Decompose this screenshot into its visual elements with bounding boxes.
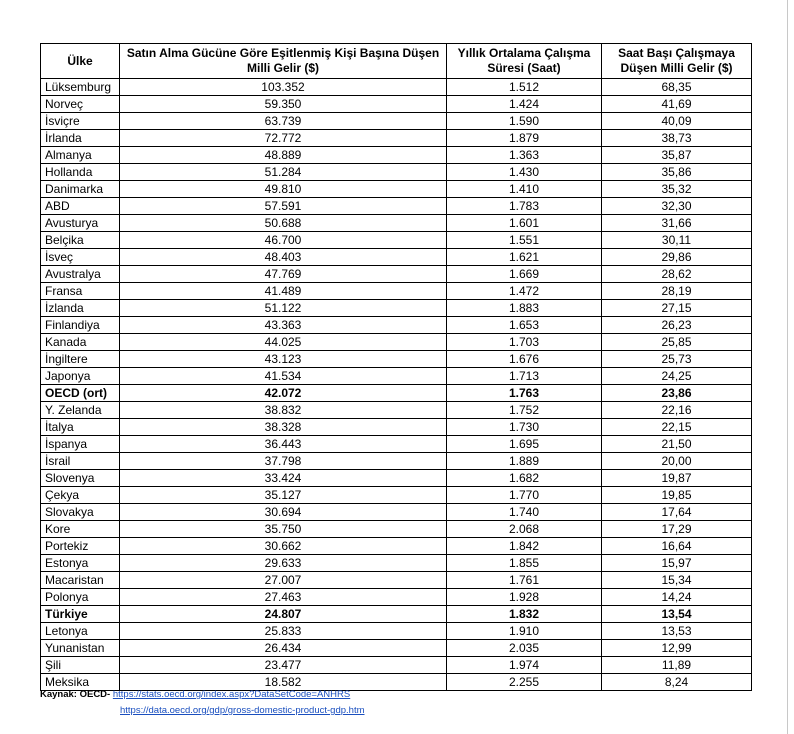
cell-hours: 1.752 bbox=[447, 402, 602, 419]
table-row bbox=[41, 334, 752, 351]
cell-gdp: 35.127 bbox=[120, 487, 447, 504]
table-row bbox=[41, 504, 752, 521]
cell-country: İtalya bbox=[41, 419, 120, 436]
cell-gdp: 50.688 bbox=[120, 215, 447, 232]
cell-gdp: 51.284 bbox=[120, 164, 447, 181]
table-row bbox=[41, 351, 752, 368]
source-link-gdp[interactable]: https://data.oecd.org/gdp/gross-domestic-product-gdp.htm bbox=[120, 705, 365, 716]
cell-country: Avustralya bbox=[41, 266, 120, 283]
cell-gdp: 41.489 bbox=[120, 283, 447, 300]
cell-gdp: 27.007 bbox=[120, 572, 447, 589]
cell-country: Slovakya bbox=[41, 504, 120, 521]
cell-country: Macaristan bbox=[41, 572, 120, 589]
cell-per-hour: 11,89 bbox=[602, 657, 752, 674]
cell-gdp: 36.443 bbox=[120, 436, 447, 453]
cell-per-hour: 13,53 bbox=[602, 623, 752, 640]
cell-hours: 1.889 bbox=[447, 453, 602, 470]
cell-hours: 1.783 bbox=[447, 198, 602, 215]
cell-hours: 1.590 bbox=[447, 113, 602, 130]
oecd-income-table bbox=[40, 43, 752, 691]
cell-country: Portekiz bbox=[41, 538, 120, 555]
cell-per-hour: 15,34 bbox=[602, 572, 752, 589]
table-row bbox=[41, 521, 752, 538]
cell-hours: 1.669 bbox=[447, 266, 602, 283]
cell-gdp: 26.434 bbox=[120, 640, 447, 657]
cell-gdp: 103.352 bbox=[120, 79, 447, 96]
cell-per-hour: 35,32 bbox=[602, 181, 752, 198]
cell-gdp: 43.363 bbox=[120, 317, 447, 334]
cell-country: İsrail bbox=[41, 453, 120, 470]
header-annual-hours: Yıllık Ortalama Çalışma Süresi (Saat) bbox=[447, 44, 602, 79]
cell-per-hour: 13,54 bbox=[602, 606, 752, 623]
cell-per-hour: 28,62 bbox=[602, 266, 752, 283]
cell-gdp: 43.123 bbox=[120, 351, 447, 368]
cell-hours: 1.682 bbox=[447, 470, 602, 487]
cell-country: Kore bbox=[41, 521, 120, 538]
cell-hours: 1.551 bbox=[447, 232, 602, 249]
cell-gdp: 42.072 bbox=[120, 385, 447, 402]
table-row bbox=[41, 113, 752, 130]
table-row bbox=[41, 453, 752, 470]
table-row bbox=[41, 538, 752, 555]
cell-gdp: 25.833 bbox=[120, 623, 447, 640]
table-row bbox=[41, 215, 752, 232]
cell-country: Estonya bbox=[41, 555, 120, 572]
cell-per-hour: 25,73 bbox=[602, 351, 752, 368]
cell-per-hour: 41,69 bbox=[602, 96, 752, 113]
cell-country: Şili bbox=[41, 657, 120, 674]
cell-hours: 1.770 bbox=[447, 487, 602, 504]
cell-gdp: 51.122 bbox=[120, 300, 447, 317]
cell-per-hour: 19,87 bbox=[602, 470, 752, 487]
cell-per-hour: 22,16 bbox=[602, 402, 752, 419]
header-income-per-hour: Saat Başı Çalışmaya Düşen Milli Gelir ($) bbox=[602, 44, 752, 79]
cell-gdp: 38.328 bbox=[120, 419, 447, 436]
cell-hours: 1.730 bbox=[447, 419, 602, 436]
cell-hours: 1.703 bbox=[447, 334, 602, 351]
cell-country: Hollanda bbox=[41, 164, 120, 181]
cell-gdp: 38.832 bbox=[120, 402, 447, 419]
cell-hours: 1.621 bbox=[447, 249, 602, 266]
table-row bbox=[41, 419, 752, 436]
cell-hours: 1.855 bbox=[447, 555, 602, 572]
table-row bbox=[41, 555, 752, 572]
cell-hours: 1.910 bbox=[447, 623, 602, 640]
cell-per-hour: 27,15 bbox=[602, 300, 752, 317]
cell-per-hour: 25,85 bbox=[602, 334, 752, 351]
cell-country: Yunanistan bbox=[41, 640, 120, 657]
cell-country: Letonya bbox=[41, 623, 120, 640]
cell-country: Y. Zelanda bbox=[41, 402, 120, 419]
table-row bbox=[41, 181, 752, 198]
table-row bbox=[41, 147, 752, 164]
cell-hours: 1.430 bbox=[447, 164, 602, 181]
cell-country: Danimarka bbox=[41, 181, 120, 198]
cell-hours: 1.842 bbox=[447, 538, 602, 555]
cell-gdp: 37.798 bbox=[120, 453, 447, 470]
table-row bbox=[41, 283, 752, 300]
table-row bbox=[41, 266, 752, 283]
table-row bbox=[41, 572, 752, 589]
table-row bbox=[41, 130, 752, 147]
cell-per-hour: 35,86 bbox=[602, 164, 752, 181]
table-row bbox=[41, 606, 752, 623]
cell-per-hour: 23,86 bbox=[602, 385, 752, 402]
cell-country: Almanya bbox=[41, 147, 120, 164]
cell-gdp: 57.591 bbox=[120, 198, 447, 215]
cell-gdp: 29.633 bbox=[120, 555, 447, 572]
cell-per-hour: 17,64 bbox=[602, 504, 752, 521]
cell-country: Lüksemburg bbox=[41, 79, 120, 96]
cell-country: Norveç bbox=[41, 96, 120, 113]
cell-hours: 1.472 bbox=[447, 283, 602, 300]
cell-gdp: 46.700 bbox=[120, 232, 447, 249]
table-row bbox=[41, 470, 752, 487]
cell-hours: 1.653 bbox=[447, 317, 602, 334]
table-row bbox=[41, 96, 752, 113]
cell-gdp: 48.889 bbox=[120, 147, 447, 164]
source-note bbox=[40, 687, 365, 719]
cell-gdp: 63.739 bbox=[120, 113, 447, 130]
cell-hours: 1.424 bbox=[447, 96, 602, 113]
table-row bbox=[41, 487, 752, 504]
table-row bbox=[41, 657, 752, 674]
cell-gdp: 27.463 bbox=[120, 589, 447, 606]
cell-per-hour: 38,73 bbox=[602, 130, 752, 147]
cell-hours: 1.740 bbox=[447, 504, 602, 521]
cell-per-hour: 15,97 bbox=[602, 555, 752, 572]
cell-country: İzlanda bbox=[41, 300, 120, 317]
table-header-row bbox=[41, 44, 752, 79]
cell-gdp: 59.350 bbox=[120, 96, 447, 113]
cell-country: İsviçre bbox=[41, 113, 120, 130]
cell-gdp: 47.769 bbox=[120, 266, 447, 283]
table-row bbox=[41, 300, 752, 317]
cell-per-hour: 24,25 bbox=[602, 368, 752, 385]
cell-hours: 1.695 bbox=[447, 436, 602, 453]
cell-hours: 1.676 bbox=[447, 351, 602, 368]
cell-country: Avusturya bbox=[41, 215, 120, 232]
cell-gdp: 41.534 bbox=[120, 368, 447, 385]
cell-country: İspanya bbox=[41, 436, 120, 453]
table-row bbox=[41, 402, 752, 419]
cell-country: ABD bbox=[41, 198, 120, 215]
table-row bbox=[41, 317, 752, 334]
table-row bbox=[41, 79, 752, 96]
table-body bbox=[41, 79, 752, 691]
cell-per-hour: 68,35 bbox=[602, 79, 752, 96]
cell-gdp: 30.662 bbox=[120, 538, 447, 555]
cell-country: Belçika bbox=[41, 232, 120, 249]
cell-country: İngiltere bbox=[41, 351, 120, 368]
cell-country: Japonya bbox=[41, 368, 120, 385]
table-row bbox=[41, 589, 752, 606]
table-row bbox=[41, 164, 752, 181]
source-link-anhrs[interactable]: https://stats.oecd.org/index.aspx?DataSetCode=ANHRS bbox=[112, 689, 351, 700]
source-label: Kaynak: OECD- bbox=[40, 689, 111, 700]
cell-country: Meksika bbox=[41, 674, 120, 691]
cell-gdp: 24.807 bbox=[120, 606, 447, 623]
cell-hours: 2.068 bbox=[447, 521, 602, 538]
cell-hours: 1.879 bbox=[447, 130, 602, 147]
cell-country: Polonya bbox=[41, 589, 120, 606]
table-row bbox=[41, 232, 752, 249]
cell-gdp: 72.772 bbox=[120, 130, 447, 147]
cell-hours: 1.974 bbox=[447, 657, 602, 674]
table-row bbox=[41, 198, 752, 215]
cell-gdp: 33.424 bbox=[120, 470, 447, 487]
cell-hours: 1.928 bbox=[447, 589, 602, 606]
cell-hours: 1.410 bbox=[447, 181, 602, 198]
cell-per-hour: 40,09 bbox=[602, 113, 752, 130]
cell-country: Finlandiya bbox=[41, 317, 120, 334]
cell-hours: 2.035 bbox=[447, 640, 602, 657]
cell-country: Çekya bbox=[41, 487, 120, 504]
cell-per-hour: 35,87 bbox=[602, 147, 752, 164]
cell-country: Türkiye bbox=[41, 606, 120, 623]
cell-per-hour: 30,11 bbox=[602, 232, 752, 249]
cell-per-hour: 32,30 bbox=[602, 198, 752, 215]
cell-per-hour: 12,99 bbox=[602, 640, 752, 657]
cell-gdp: 49.810 bbox=[120, 181, 447, 198]
cell-hours: 1.363 bbox=[447, 147, 602, 164]
header-gdp-ppp: Satın Alma Gücüne Göre Eşitlenmiş Kişi Başına Düşen Milli Gelir ($) bbox=[120, 44, 447, 79]
cell-per-hour: 16,64 bbox=[602, 538, 752, 555]
cell-hours: 1.832 bbox=[447, 606, 602, 623]
cell-per-hour: 8,24 bbox=[602, 674, 752, 691]
cell-per-hour: 28,19 bbox=[602, 283, 752, 300]
cell-per-hour: 22,15 bbox=[602, 419, 752, 436]
cell-gdp: 18.582 bbox=[120, 674, 447, 691]
cell-per-hour: 20,00 bbox=[602, 453, 752, 470]
cell-hours: 2.255 bbox=[447, 674, 602, 691]
cell-per-hour: 29,86 bbox=[602, 249, 752, 266]
cell-hours: 1.512 bbox=[447, 79, 602, 96]
cell-gdp: 35.750 bbox=[120, 521, 447, 538]
cell-per-hour: 21,50 bbox=[602, 436, 752, 453]
table-row bbox=[41, 640, 752, 657]
cell-country: Kanada bbox=[41, 334, 120, 351]
table-row bbox=[41, 368, 752, 385]
table-row bbox=[41, 249, 752, 266]
cell-per-hour: 31,66 bbox=[602, 215, 752, 232]
cell-per-hour: 14,24 bbox=[602, 589, 752, 606]
cell-per-hour: 19,85 bbox=[602, 487, 752, 504]
cell-gdp: 30.694 bbox=[120, 504, 447, 521]
cell-hours: 1.761 bbox=[447, 572, 602, 589]
cell-country: İrlanda bbox=[41, 130, 120, 147]
page-edge-line bbox=[787, 0, 788, 734]
cell-gdp: 44.025 bbox=[120, 334, 447, 351]
header-country: Ülke bbox=[41, 44, 120, 79]
cell-hours: 1.883 bbox=[447, 300, 602, 317]
cell-gdp: 23.477 bbox=[120, 657, 447, 674]
cell-gdp: 48.403 bbox=[120, 249, 447, 266]
cell-country: OECD (ort) bbox=[41, 385, 120, 402]
table-row bbox=[41, 385, 752, 402]
cell-per-hour: 26,23 bbox=[602, 317, 752, 334]
cell-country: İsveç bbox=[41, 249, 120, 266]
cell-hours: 1.713 bbox=[447, 368, 602, 385]
cell-country: Slovenya bbox=[41, 470, 120, 487]
table-row bbox=[41, 436, 752, 453]
table-row bbox=[41, 623, 752, 640]
cell-hours: 1.763 bbox=[447, 385, 602, 402]
cell-hours: 1.601 bbox=[447, 215, 602, 232]
cell-country: Fransa bbox=[41, 283, 120, 300]
cell-per-hour: 17,29 bbox=[602, 521, 752, 538]
